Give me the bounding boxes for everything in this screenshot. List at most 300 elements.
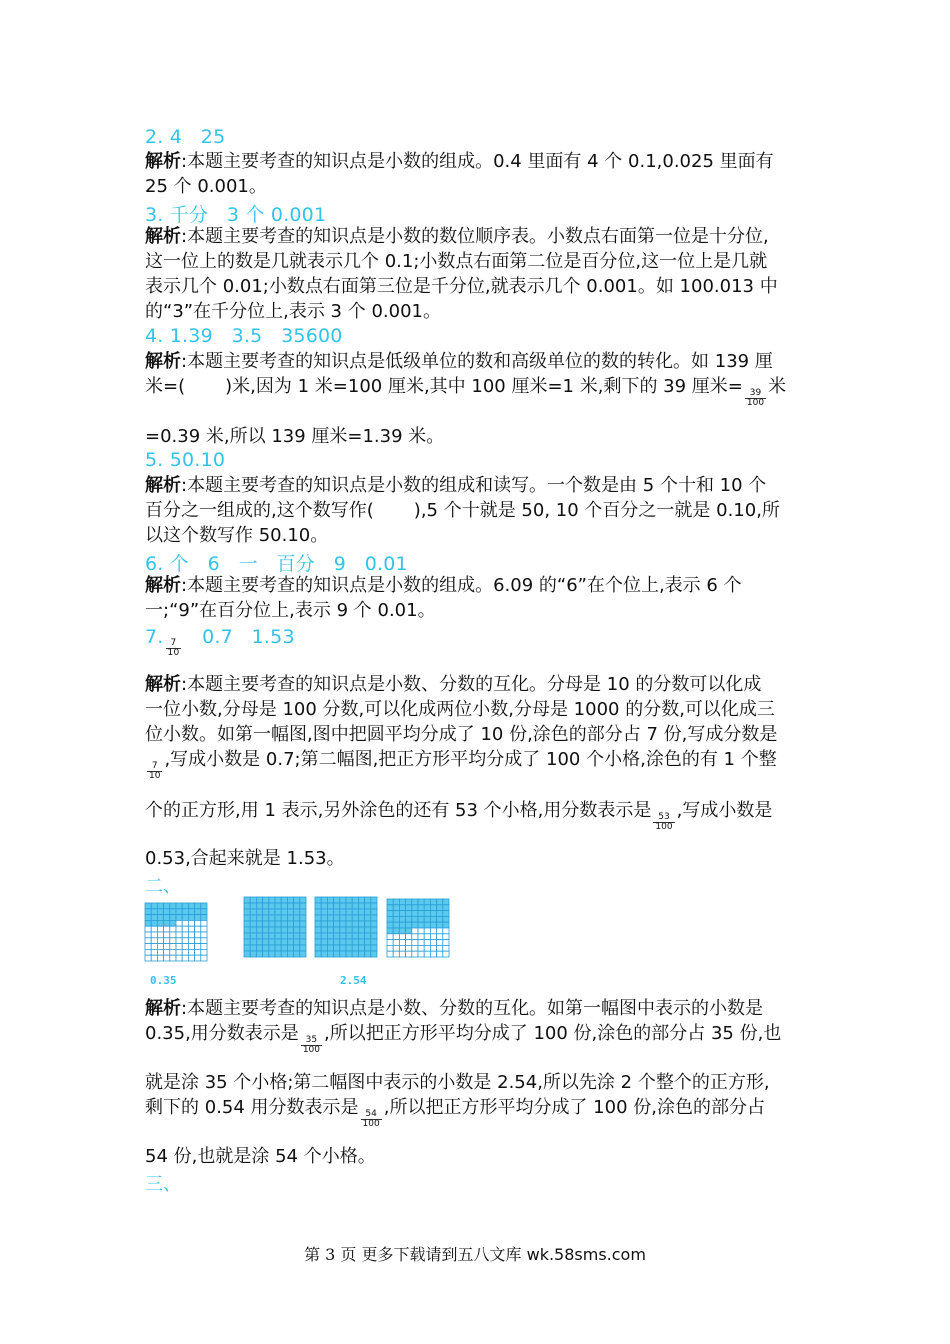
explain-8-line3: 就是涂 35 个小格;第二幅图中表示的小数是 2.54,所以先涂 2 个整个的正方形, [145, 1072, 770, 1093]
grid-cell-shaded [334, 933, 340, 939]
grid-cell [412, 928, 418, 934]
grid-cell-shaded [294, 945, 300, 951]
grid-cell-shaded [300, 915, 306, 921]
grid-cell-shaded [365, 945, 371, 951]
grid-cell [424, 951, 430, 957]
grid-cell [164, 949, 170, 955]
explain-8-line2 [145, 1023, 782, 1055]
grid-cell-shaded [443, 899, 449, 905]
grid-cell [406, 934, 412, 940]
grid-cell [176, 944, 182, 950]
grid-cell [182, 949, 188, 955]
grid-cell-shaded [145, 909, 151, 915]
grid-cell [195, 949, 201, 955]
grid-cell-shaded [352, 909, 358, 915]
grid-cell-shaded [281, 921, 287, 927]
grid-cell-shaded [340, 945, 346, 951]
grid-cell-shaded [406, 922, 412, 928]
grid-cell-shaded [287, 915, 293, 921]
grid-cell-shaded [418, 899, 424, 905]
explain-label: 解析 [145, 475, 181, 496]
grid-cell [182, 926, 188, 932]
explain-text: 个的正方形,用 1 表示,另外涂色的还有 53 个小格,用分数表示是 [145, 800, 652, 821]
grid-cell-shaded [371, 945, 377, 951]
grid-cell-shaded [164, 903, 170, 909]
grid-cell-shaded [269, 933, 275, 939]
grid-cell-shaded [281, 903, 287, 909]
grid-cell [387, 934, 393, 940]
grid-cell-shaded [430, 905, 436, 911]
grid-cell-shaded [300, 951, 306, 957]
grid-cell-shaded [256, 927, 262, 933]
grid-cell-shaded [387, 911, 393, 917]
grid-cell-shaded [399, 922, 405, 928]
grid-cell-shaded [269, 945, 275, 951]
grid-cell-shaded [334, 903, 340, 909]
grid-cell-shaded [358, 951, 364, 957]
grid-cell [188, 932, 194, 938]
grid-cell-shaded [406, 916, 412, 922]
grid-cell-shaded [365, 927, 371, 933]
grid-cell [188, 944, 194, 950]
grid-cell [195, 944, 201, 950]
grid-cell-shaded [315, 915, 321, 921]
grid-cell-shaded [151, 920, 157, 926]
grid-cell-shaded [294, 933, 300, 939]
grid-cell-shaded [352, 915, 358, 921]
grid-cell-shaded [275, 933, 281, 939]
grid-cell-shaded [340, 933, 346, 939]
grid-cell-shaded [430, 911, 436, 917]
grid-cell [157, 938, 163, 944]
grid-cell [387, 940, 393, 946]
grid-cell-shaded [321, 933, 327, 939]
grid-cell [157, 932, 163, 938]
grid-cell-shaded [256, 909, 262, 915]
page-footer [0, 1242, 950, 1265]
grid-cell-shaded [170, 909, 176, 915]
explain-3-line3: 表示几个 0.01;小数点右面第三位是千分位,就表示几个 0.001。如 100.013 中 [145, 276, 778, 297]
grid-cell-shaded [321, 897, 327, 903]
explain-text: ,所以把正方形平均分成了 100 份,涂色的部分占 [383, 1097, 765, 1118]
grid-cell-shaded [371, 951, 377, 957]
fraction-denominator: 100 [362, 1118, 380, 1129]
explain-7-line1 [145, 674, 761, 696]
grid-cell-shaded [365, 909, 371, 915]
grid-cell-shaded [352, 903, 358, 909]
grid-cell-shaded [176, 903, 182, 909]
grid-cell-shaded [358, 945, 364, 951]
fraction-54-100 [361, 1110, 382, 1129]
answer-number: 7. [145, 626, 164, 648]
caption-2.54: 2.54 [340, 974, 367, 987]
grid-cell [145, 944, 151, 950]
grid-cell-shaded [244, 915, 250, 921]
grid-cell-shaded [244, 939, 250, 945]
grid-cell-shaded [327, 951, 333, 957]
grid-cell-shaded [358, 909, 364, 915]
grid-cell-shaded [334, 897, 340, 903]
grid-cell-shaded [201, 903, 207, 909]
explain-8-line5: 54 份,也就是涂 54 个小格。 [145, 1146, 376, 1167]
explain-8-line1 [145, 998, 763, 1020]
answer-5: 5. 50.10 [145, 449, 226, 471]
grid-cell-shaded [250, 897, 256, 903]
grid-cell-shaded [334, 945, 340, 951]
fraction-numerator: 39 [749, 387, 762, 398]
grid-cell [437, 951, 443, 957]
explain-3-line2: 这一位上的数是几就表示几个 0.1;小数点右面第二位是百分位,这一位上是几就 [145, 251, 768, 272]
grid-cell-shaded [340, 897, 346, 903]
grid-cell-shaded [157, 903, 163, 909]
explain-text: :本题主要考查的知识点是小数、分数的互化。分母是 10 的分数可以化成 [181, 674, 762, 695]
grid-cell [418, 951, 424, 957]
grid-figure-0.54 [386, 898, 450, 958]
grid-cell-shaded [321, 921, 327, 927]
grid-cell [393, 951, 399, 957]
grid-cell [443, 928, 449, 934]
grid-cell-shaded [346, 951, 352, 957]
section-3-heading: 三、 [145, 1174, 181, 1195]
explain-text: 剩下的 0.54 用分数表示是 [145, 1097, 359, 1118]
explain-text: :本题主要考查的知识点是小数、分数的互化。如第一幅图中表示的小数是 [181, 998, 764, 1019]
grid-cell [399, 951, 405, 957]
grid-cell-shaded [269, 921, 275, 927]
grid-cell-shaded [315, 933, 321, 939]
explain-text: ,写成小数是 0.7;第二幅图,把正方形平均分成了 100 个小格,涂色的有 1 个整 [164, 749, 777, 770]
grid-cell-shaded [287, 951, 293, 957]
explain-8-line4 [145, 1097, 765, 1129]
grid-cell-shaded [412, 916, 418, 922]
grid-cell [157, 955, 163, 961]
grid-cell [443, 940, 449, 946]
explain-3-line1 [145, 226, 769, 248]
grid-cell-shaded [188, 915, 194, 921]
grid-cell [418, 928, 424, 934]
grid-cell [188, 926, 194, 932]
grid-cell-shaded [371, 915, 377, 921]
grid-cell-shaded [188, 909, 194, 915]
answer-7 [145, 626, 295, 658]
grid-cell-shaded [340, 951, 346, 957]
answer-values: 0.7 1.53 [183, 626, 295, 648]
grid-cell-shaded [281, 933, 287, 939]
grid-cell-shaded [340, 909, 346, 915]
grid-cell-shaded [263, 945, 269, 951]
grid-cell-shaded [334, 909, 340, 915]
grid-cell-shaded [275, 915, 281, 921]
grid-cell-shaded [256, 903, 262, 909]
explain-label: 解析 [145, 998, 181, 1019]
grid-cell-shaded [244, 945, 250, 951]
grid-cell-shaded [327, 933, 333, 939]
grid-cell-shaded [424, 916, 430, 922]
grid-cell-shaded [352, 945, 358, 951]
grid-cell-shaded [399, 916, 405, 922]
grid-cell-shaded [151, 915, 157, 921]
grid-cell-shaded [244, 903, 250, 909]
explain-text: 米 [768, 376, 787, 397]
grid-cell-shaded [443, 911, 449, 917]
grid-cell [151, 938, 157, 944]
grid-cell-shaded [371, 897, 377, 903]
grid-cell-shaded [327, 945, 333, 951]
grid-cell-shaded [201, 909, 207, 915]
grid-cell-shaded [269, 903, 275, 909]
grid-cell-shaded [244, 897, 250, 903]
explain-4-line3: =0.39 米,所以 139 厘米=1.39 米。 [145, 426, 445, 447]
grid-cell-shaded [157, 909, 163, 915]
grid-cell [145, 955, 151, 961]
grid-cell-shaded [340, 927, 346, 933]
grid-cell-shaded [358, 939, 364, 945]
section-2-heading: 二、 [145, 876, 181, 897]
grid-figure-0.35 [144, 902, 208, 962]
grid-cell [424, 940, 430, 946]
grid-cell-shaded [250, 921, 256, 927]
grid-cell-shaded [182, 915, 188, 921]
grid-cell-shaded [157, 915, 163, 921]
footer-site-link: wk.58sms.com [526, 1245, 646, 1264]
grid-cell-shaded [346, 903, 352, 909]
grid-cell-shaded [300, 897, 306, 903]
grid-cell [151, 955, 157, 961]
grid-cell-shaded [256, 915, 262, 921]
grid-cell-shaded [365, 933, 371, 939]
grid-cell-shaded [393, 905, 399, 911]
grid-cell [176, 938, 182, 944]
explain-2-line1 [145, 151, 774, 173]
grid-cell-shaded [406, 911, 412, 917]
grid-cell-shaded [315, 939, 321, 945]
grid-cell-shaded [145, 915, 151, 921]
grid-cell [201, 955, 207, 961]
grid-cell-shaded [315, 927, 321, 933]
fraction-39-100 [745, 389, 766, 408]
grid-cell-shaded [358, 927, 364, 933]
grid-cell-shaded [437, 911, 443, 917]
explain-label: 解析 [145, 575, 181, 596]
grid-cell-shaded [399, 899, 405, 905]
grid-cell-shaded [315, 921, 321, 927]
explain-text: :本题主要考查的知识点是低级单位的数和高级单位的数的转化。如 139 厘 [181, 351, 773, 372]
grid-cell-shaded [250, 933, 256, 939]
grid-cell-shaded [269, 927, 275, 933]
grid-cell-shaded [300, 945, 306, 951]
grid-cell-shaded [365, 921, 371, 927]
grid-cell [412, 934, 418, 940]
grid-cell-shaded [164, 920, 170, 926]
grid-cell-shaded [269, 915, 275, 921]
grid-cell-shaded [346, 939, 352, 945]
grid-cell [176, 920, 182, 926]
grid-cell-shaded [424, 899, 430, 905]
grid-cell-shaded [281, 951, 287, 957]
explain-text: 0.35,用分数表示是 [145, 1023, 299, 1044]
grid-cell-shaded [418, 916, 424, 922]
grid-cell-shaded [352, 939, 358, 945]
fraction-35-100 [301, 1036, 322, 1055]
grid-cell-shaded [365, 915, 371, 921]
explain-5-line3: 以这个数写作 50.10。 [145, 525, 329, 546]
grid-cell-shaded [327, 921, 333, 927]
grid-cell [182, 944, 188, 950]
grid-cell-shaded [256, 951, 262, 957]
grid-cell [437, 940, 443, 946]
grid-cell-shaded [250, 915, 256, 921]
explain-4-line1 [145, 351, 773, 373]
grid-cell-shaded [287, 945, 293, 951]
grid-cell [164, 938, 170, 944]
grid-cell-shaded [437, 905, 443, 911]
grid-cell-shaded [346, 921, 352, 927]
grid-cell-shaded [399, 905, 405, 911]
grid-cell-shaded [287, 927, 293, 933]
grid-cell-shaded [281, 945, 287, 951]
grid-cell-shaded [250, 945, 256, 951]
grid-cell [170, 955, 176, 961]
grid-cell-shaded [406, 899, 412, 905]
grid-cell-shaded [430, 916, 436, 922]
grid-cell [145, 932, 151, 938]
grid-cell-shaded [430, 922, 436, 928]
grid-cell-shaded [170, 903, 176, 909]
grid-cell-shaded [346, 897, 352, 903]
grid-cell-shaded [256, 933, 262, 939]
grid-cell-shaded [393, 916, 399, 922]
grid-cell-shaded [151, 903, 157, 909]
grid-cell-shaded [275, 939, 281, 945]
grid-cell-shaded [424, 911, 430, 917]
grid-cell-shaded [188, 903, 194, 909]
grid-cell-shaded [287, 933, 293, 939]
grid-cell-shaded [201, 915, 207, 921]
grid-cell-shaded [315, 951, 321, 957]
grid-cell [437, 928, 443, 934]
answer-2: 2. 4 25 [145, 126, 226, 148]
grid-cell [182, 920, 188, 926]
explain-7-line2: 一位小数,分母是 100 分数,可以化成两位小数,分母是 1000 的分数,可以化成三 [145, 699, 775, 720]
grid-cell [201, 949, 207, 955]
grid-cell [182, 955, 188, 961]
grid-cell-shaded [164, 909, 170, 915]
grid-cell [164, 926, 170, 932]
fraction-7-10 [166, 639, 182, 658]
grid-cell-shaded [287, 921, 293, 927]
explain-3-line4: 的“3”在千分位上,表示 3 个 0.001。 [145, 301, 441, 322]
grid-cell-shaded [387, 905, 393, 911]
grid-cell [399, 940, 405, 946]
grid-cell-shaded [195, 909, 201, 915]
grid-cell-shaded [352, 921, 358, 927]
grid-cell [387, 945, 393, 951]
grid-cell-shaded [346, 945, 352, 951]
fraction-denominator: 100 [746, 397, 765, 408]
grid-cell [195, 926, 201, 932]
grid-cell-shaded [300, 921, 306, 927]
grid-cell-shaded [244, 909, 250, 915]
explain-7-line6: 0.53,合起来就是 1.53。 [145, 848, 345, 869]
grid-cell-shaded [275, 909, 281, 915]
grid-cell-shaded [412, 905, 418, 911]
grid-cell-shaded [151, 909, 157, 915]
grid-cell [188, 920, 194, 926]
grid-cell-shaded [340, 921, 346, 927]
grid-cell-shaded [334, 921, 340, 927]
grid-cell-shaded [145, 920, 151, 926]
grid-cell-shaded [327, 915, 333, 921]
grid-cell [176, 949, 182, 955]
grid-cell-shaded [340, 939, 346, 945]
grid-cell [387, 951, 393, 957]
grid-cell-shaded [170, 915, 176, 921]
grid-cell-shaded [263, 915, 269, 921]
grid-cell-shaded [346, 915, 352, 921]
grid-cell-shaded [250, 903, 256, 909]
grid-cell-shaded [393, 911, 399, 917]
grid-cell [201, 944, 207, 950]
fraction-numerator: 35 [305, 1034, 318, 1045]
grid-cell-shaded [365, 897, 371, 903]
grid-cell [430, 940, 436, 946]
explain-text: 米=( )米,因为 1 米=100 厘米,其中 100 厘米=1 米,剩下的 39 厘米= [145, 376, 743, 397]
grid-cell-shaded [287, 897, 293, 903]
grid-cell-shaded [256, 939, 262, 945]
grid-cell-shaded [250, 927, 256, 933]
grid-cell [443, 945, 449, 951]
grid-cell-shaded [387, 928, 393, 934]
grid-cell-shaded [358, 903, 364, 909]
grid-cell [430, 945, 436, 951]
grid-cell [151, 949, 157, 955]
grid-cell-shaded [195, 915, 201, 921]
grid-cell-shaded [269, 897, 275, 903]
grid-cell [170, 938, 176, 944]
grid-cell-shaded [321, 915, 327, 921]
grid-cell [182, 932, 188, 938]
explain-text: :本题主要考查的知识点是小数的组成和读写。一个数是由 5 个十和 10 个 [181, 475, 767, 496]
grid-cell-shaded [300, 909, 306, 915]
grid-cell-shaded [334, 915, 340, 921]
grid-cell-shaded [387, 899, 393, 905]
grid-cell-shaded [327, 927, 333, 933]
grid-cell-shaded [281, 897, 287, 903]
grid-cell-shaded [281, 909, 287, 915]
grid-cell-shaded [263, 933, 269, 939]
fraction-numerator: 53 [658, 811, 670, 822]
grid-cell [393, 945, 399, 951]
grid-cell-shaded [244, 933, 250, 939]
grid-cell [145, 949, 151, 955]
fraction-numerator: 7 [151, 760, 158, 771]
grid-cell-shaded [334, 951, 340, 957]
grid-cell-shaded [269, 909, 275, 915]
grid-cell [195, 932, 201, 938]
grid-cell [176, 955, 182, 961]
grid-cell-shaded [443, 916, 449, 922]
grid-cell [418, 940, 424, 946]
explain-text: ,所以把正方形平均分成了 100 份,涂色的部分占 35 份,也 [324, 1023, 782, 1044]
grid-cell [151, 932, 157, 938]
grid-cell-shaded [387, 916, 393, 922]
grid-cell-shaded [358, 921, 364, 927]
grid-cell-shaded [358, 933, 364, 939]
grid-cell [418, 945, 424, 951]
grid-cell-shaded [365, 903, 371, 909]
fraction-7-10 [147, 762, 162, 781]
grid-cell [424, 928, 430, 934]
explain-5-line2: 百分之一组成的,这个数写作( ),5 个十就是 50, 10 个百分之一就是 0.10,所 [145, 500, 780, 521]
